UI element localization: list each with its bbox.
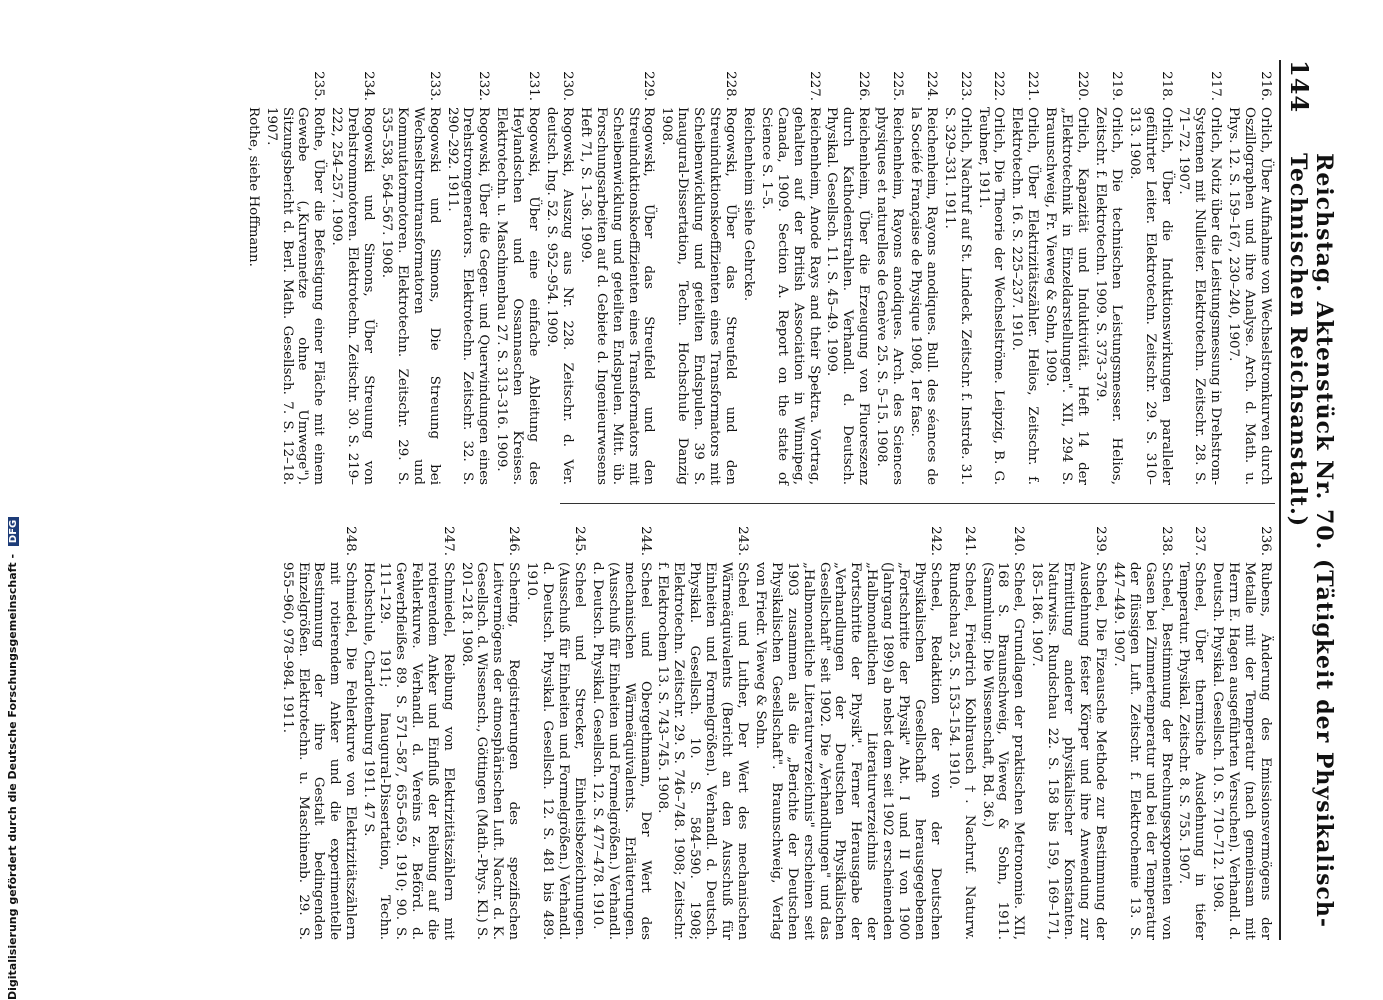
bibliography-entry (589, 520, 653, 940)
entry-number: 220. (1075, 71, 1091, 101)
entry-text: Rogowski, Über das Streufeld und den Streuinduktionskoeffizienten eines Transformators mit Scheibenwicklung und geteilten Endspulen. 39 S. Inaugural-Dissertation, Techn. Hochschule Danzig 1908. (659, 107, 738, 485)
entry-text: Scheel, Grundlagen der praktischen Metronomie. XII, 168 S. Braunschweig, Vieweg & Sohn, 1911. (Sammlung: Die Wissenschaft, Bd. 36.) (979, 562, 1027, 940)
entry-text: Orlich, Über die Induktionswirkungen paralleler geführter Leiter. Elektrotechn. Zeitschr. 29. S. 310–313. 1908. (1126, 107, 1174, 485)
bibliography-entry (873, 65, 905, 485)
column-divider (560, 503, 1275, 504)
entry-number: 248. (343, 526, 359, 556)
bibliography-entry (907, 65, 939, 485)
entry-number: 242. (927, 526, 943, 556)
entry-text: Reichenheim siehe Gehrcke. (740, 107, 756, 302)
entry-text: Rogowski, Über die Gegen- und Querwindungen eines Drehstromgenerators. Elektrotechn. Zeitschr. 32. S. 290–292. 1911. (444, 107, 492, 485)
entry-number: 223. (957, 71, 973, 101)
bibliography-entry (979, 520, 1027, 940)
credit-text: Digitalisierung gefördert durch die Deutsche Forschungsgemeinschaft - (6, 553, 19, 1000)
entry-text: Reichenheim, Über die Erzeugung von Fluoreszenz durch Kathodenstrahlen. Verhandl. d. Deutsch. Physikal. Gesellsch. 11. S. 45–49. 1909. (824, 107, 872, 485)
entry-number (245, 65, 261, 107)
bibliography-entry (279, 520, 359, 940)
entry-text: Reichenheim, Anode Rays and their Spektra. Vortrag, gehalten auf der British Association in Winnipeg, Canada, 1909. Section A. Report on the state of Science S. 1–5. (758, 107, 822, 485)
entry-text: Scheel und Luther, Der Wert des mechanischen Wärmeäquivalents (Bericht an den Ausschuß für Einheiten und Formelgrößen). Verhandl. d. Deutsch. Physikal. Gesellsch. 10. S. 584–590. 1908; Elektrotechn. Zeitschr. 29. S. 746–748. 1908; Zeitschr. f. Elektrochem 13. S. 743–745. 1908. (655, 562, 750, 940)
bibliography-entry (752, 520, 943, 940)
bibliography-entry (444, 65, 492, 485)
entry-text: Rothe, Über die Befestigung einer Fläche mit einem Gewebe („Kurvennetze ohne Umwege"). Sitzungsbericht d. Berl. Math. Gesellsch. 7. S. 12–18. 1907. (263, 107, 327, 485)
entry-number: 244. (637, 526, 653, 556)
bibliography-entry (458, 520, 522, 940)
entry-text: Rothe, siehe Hoffmann. (245, 107, 261, 267)
bibliography-entry (1209, 520, 1273, 940)
entry-number: 229. (641, 71, 657, 101)
entry-text: Rogowski, Über eine einfache Ableitung des Heylandschen und Ossannaschen Kreises. Elektrotechn. u. Maschinenbau 27. S. 313–316. 1909. (494, 107, 542, 485)
page-header (1279, 60, 1337, 940)
entry-text: Rogowski, Auszug aus Nr. 228. Zeitschr. d. Ver. deutsch. Ing. 52. S. 952–954. 1909. (544, 107, 575, 485)
entry-text: Orlich, Notiz über die Leistungsmessung in Drehstrom-Systemen mit Nulleiter. Elektrotechn. Zeitschr. 28. S. 71–72. 1907. (1176, 107, 1224, 485)
entry-text: Rubens, Änderung des Emissionsvermögens der Metalle mit der Temperatur (nach gemeinsam mit Herrn E. Hagen ausgeführten Versuchen). Verhandl. d. Deutsch. Physikal. Gesellsch. 10. S. 710–712. 1908. (1210, 562, 1273, 940)
bibliography-entry (263, 65, 327, 485)
entry-text: Schmiedel, Die Fehlerkurve von Elektrizitätszählern mit rotierendem Anker und die experimentelle Bestimmung der ihre Gestalt bedingenden Einzelgrößen. Elektrotechn. u. Maschinenb. 29. S. 955–960, 978–984. 1911. (279, 562, 359, 940)
bibliography-entry (658, 65, 738, 485)
entry-number: 228. (723, 71, 738, 101)
entry-number (740, 65, 756, 107)
bibliography-entry (378, 65, 442, 485)
bibliography-entry (975, 65, 1007, 485)
entry-number: 235. (311, 71, 327, 101)
bibliography-entry (1176, 65, 1224, 485)
bibliography-entry (1028, 520, 1108, 940)
digitization-credit (6, 0, 19, 1000)
entry-text: Scheel, Redaktion der von der Deutschen Physikalischen Gesellschaft herausgegebenen „Fortschritte der Physik" Abt. I und II von 1900 (Jahrgang 1899) ab nebst dem seit 1902 erscheinenden „Halbmonatlichen Literaturverzeichnis der Fortschritte der Physik". Ferner Herausgabe der „Verhandlungen der Deutschen Physikalischen Gesellschaft" seit 1902. Die „Verhandlungen" und das „Halbmonatliche Literaturverzeichnis" erscheinen seit 1903 zusammen als die „Berichte der Deutschen Physikalischen Gesellschaft". Braunschweig, Verlag von Friedr. Vieweg & Sohn. (752, 562, 943, 940)
entry-number: 221. (1025, 71, 1041, 101)
entry-number: 217. (1208, 71, 1224, 101)
entry-text: Scheel, Friedrich Kohlrausch †. Nachruf. Naturw. Rundschau 25. S. 153–154. 1910. (945, 562, 977, 940)
bibliography-entry (1176, 520, 1208, 940)
entry-text: Reichenheim, Rayons anodiques. Arch. des Sciences physiques et naturelles de Genève 25. S. 5–15. 1908. (874, 107, 906, 485)
entry-text: Rogowski, Über das Streufeld und den Streuinduktionskoeffizienten eines Transformators mit Scheibenwicklung und geteilten Endspulen. Mitt. üb. Forschungsarbeiten auf d. Gebiete d. Ingenieurwesens Heft 71, S. 1–36. 1909. (577, 107, 657, 485)
entry-number: 218. (1158, 71, 1174, 101)
entry-number: 239. (1092, 526, 1108, 556)
entry-number: 238. (1158, 526, 1174, 556)
entry-text: Scheel, Bestimmung der Brechungsexponenten von Gasen bei Zimmertemperatur und bei der Temperatur der flüssigen Luft. Zeitschr. f. Elektrochemie 13. S. 447–449. 1907. (1110, 562, 1174, 940)
entry-text: Orlich, Die Theorie der Wechselströme. Leipzig, B. G. Teubner, 1911. (975, 107, 1007, 485)
entry-text: Reichenheim, Rayons anodiques. Bull. des séances de la Société Française de Physique 1908, 1er fasc. (907, 107, 939, 485)
bibliography-entry (493, 65, 541, 485)
entry-text: Scheel, Die Fizeausche Methode zur Bestimmung der Ausdehnung fester Körper und ihre Anwendung zur Ermittlung anderer physikalischer Konstanten. Naturwiss. Rundschau 22. S. 158 bis 159, 169–171, 185–186. 1907. (1029, 562, 1108, 940)
bibliography-entry (328, 65, 376, 485)
entry-number: 232. (476, 71, 492, 101)
bibliography-entry (1110, 520, 1174, 940)
bibliography-entry (1092, 65, 1124, 485)
entry-number: 245. (571, 526, 587, 556)
entry-number: 241. (961, 526, 977, 556)
entry-number: 233. (426, 71, 442, 101)
entry-number: 225. (890, 71, 906, 101)
entry-number: 243. (735, 526, 750, 556)
page-title: Reichstag. Aktenstück Nr. 70. (Tätigkeit der Physikalisch-Technischen Reichsanstalt.) (1285, 153, 1337, 929)
entry-number: 216. (1258, 71, 1273, 101)
bibliography-entry (1225, 65, 1273, 485)
entry-number: 246. (506, 526, 522, 556)
entry-number: 226. (856, 71, 872, 101)
bibliography-entry (1126, 65, 1174, 485)
page-number: 144 (1285, 60, 1314, 114)
bibliography-entry (758, 65, 822, 485)
bibliography-entry (740, 65, 756, 485)
entry-number: 230. (559, 71, 575, 101)
entry-text: Orlich, Über Elektrizitätszähler. Helios, Zeitschr. f. Elektrotechn. 16. S. 225–237. 1910. (1009, 107, 1041, 485)
entry-text: Orlich, Kapazität und Induktivität. Heft 14 der „Elektrotechnik in Einzeldarstellungen". XII, 294 S. Braunschweig, Fr. Vieweg & Sohn, 1909. (1043, 107, 1091, 485)
left-column (243, 65, 1273, 485)
entry-text: Schmiedel, Reibung von Elektrizitätszählern mit rotierendem Anker und Einfluß der Reibung auf die Fehlerkurve. Verhandl. d. Vereins z. Beförd. d. Gewerbfleißes 89. S. 571–587, 655–659. 1910; 90. S. 111–129. 1911; Inaugural-Dissertation, Techn. Hochschule, Charlottenburg 1911. 47 S. (361, 562, 456, 940)
entry-text: Orlich, Über Aufnahme von Wechselstromkurven durch Oszillographen und ihre Analyse. Arch. d. Math. u. Phys. 12. S. 159–167, 230–240, 1907. (1226, 107, 1273, 485)
entry-number: 247. (440, 526, 456, 556)
bibliography-entry (577, 65, 657, 485)
entry-number: 231. (526, 71, 542, 101)
bibliography-entry (945, 520, 977, 940)
bibliography-entry (655, 520, 750, 940)
entry-number: 237. (1192, 526, 1208, 556)
entry-text: Scheel und Obergethmann, Der Wert des mechanischen Wärmeäquivalents. Erläuterungen. (Ausschuß für Einheiten und Formelgrößen.) Verhandl. d. Deutsch. Physikal. Gesellsch. 12. S. 477–478. 1910. (589, 562, 653, 940)
entry-number: 222. (991, 71, 1007, 101)
bibliography-entry (1009, 65, 1041, 485)
bibliography-entry (1042, 65, 1090, 485)
bibliography-entry (523, 520, 587, 940)
entry-number: 219. (1108, 71, 1124, 101)
entry-number: 227. (806, 71, 822, 101)
bibliography-entry (360, 520, 455, 940)
entry-text: Rogowski und Simons, Über Streuung von Drehstrommotoren. Elektrotechn. Zeitschr. 30. S. 219–222, 254–257. 1909. (329, 107, 377, 485)
entry-number: 236. (1258, 526, 1273, 556)
entry-text: Scheel, Über thermische Ausdehnung in tiefer Temperatur. Physikal. Zeitschr. 8. S. 755. 1907. (1176, 562, 1208, 940)
entry-text: Rogowski und Simons, Die Streuung bei Wechselstromtransformatoren und Kommutatormotoren. Elektrotechn. Zeitschr. 29. S. 535–538, 564–567. 1908. (378, 107, 442, 485)
bibliography-entry (245, 65, 261, 485)
entry-text: Scheel und Strecker, Einheitsbezeichnungen. (Ausschuß für Einheiten und Formelgrößen.) Verhandl. d. Deutsch. Physikal. Gesellsch. 12. S. 481 bis 489. 1910. (524, 562, 587, 940)
bibliography-entry (543, 65, 575, 485)
entry-number: 234. (361, 71, 377, 101)
bibliography-entry (824, 65, 872, 485)
dfg-logo: DFG (8, 517, 19, 546)
entry-number: 240. (1011, 526, 1027, 556)
right-column (277, 520, 1273, 940)
entry-text: Schering, Registrierungen des spezifischen Leitvermögens der atmosphärischen Luft. Nachr. d. K. Gesellsch. d. Wissensch., Göttingen (Math.-Phys. Kl.) S. 201–218. 1908. (458, 562, 522, 940)
entry-text: Orlich, Die technischen Leistungsmesser. Helios, Zeitschr. f. Elektrotechn. 1909. S. 373–379. (1092, 107, 1124, 485)
entry-number: 224. (923, 71, 939, 101)
entry-text: Orlich, Nachruf auf St. Lindeck. Zeitschr. f. Instrde. 31. S. 329–331. 1911. (941, 107, 973, 485)
bibliography-entry (941, 65, 973, 485)
